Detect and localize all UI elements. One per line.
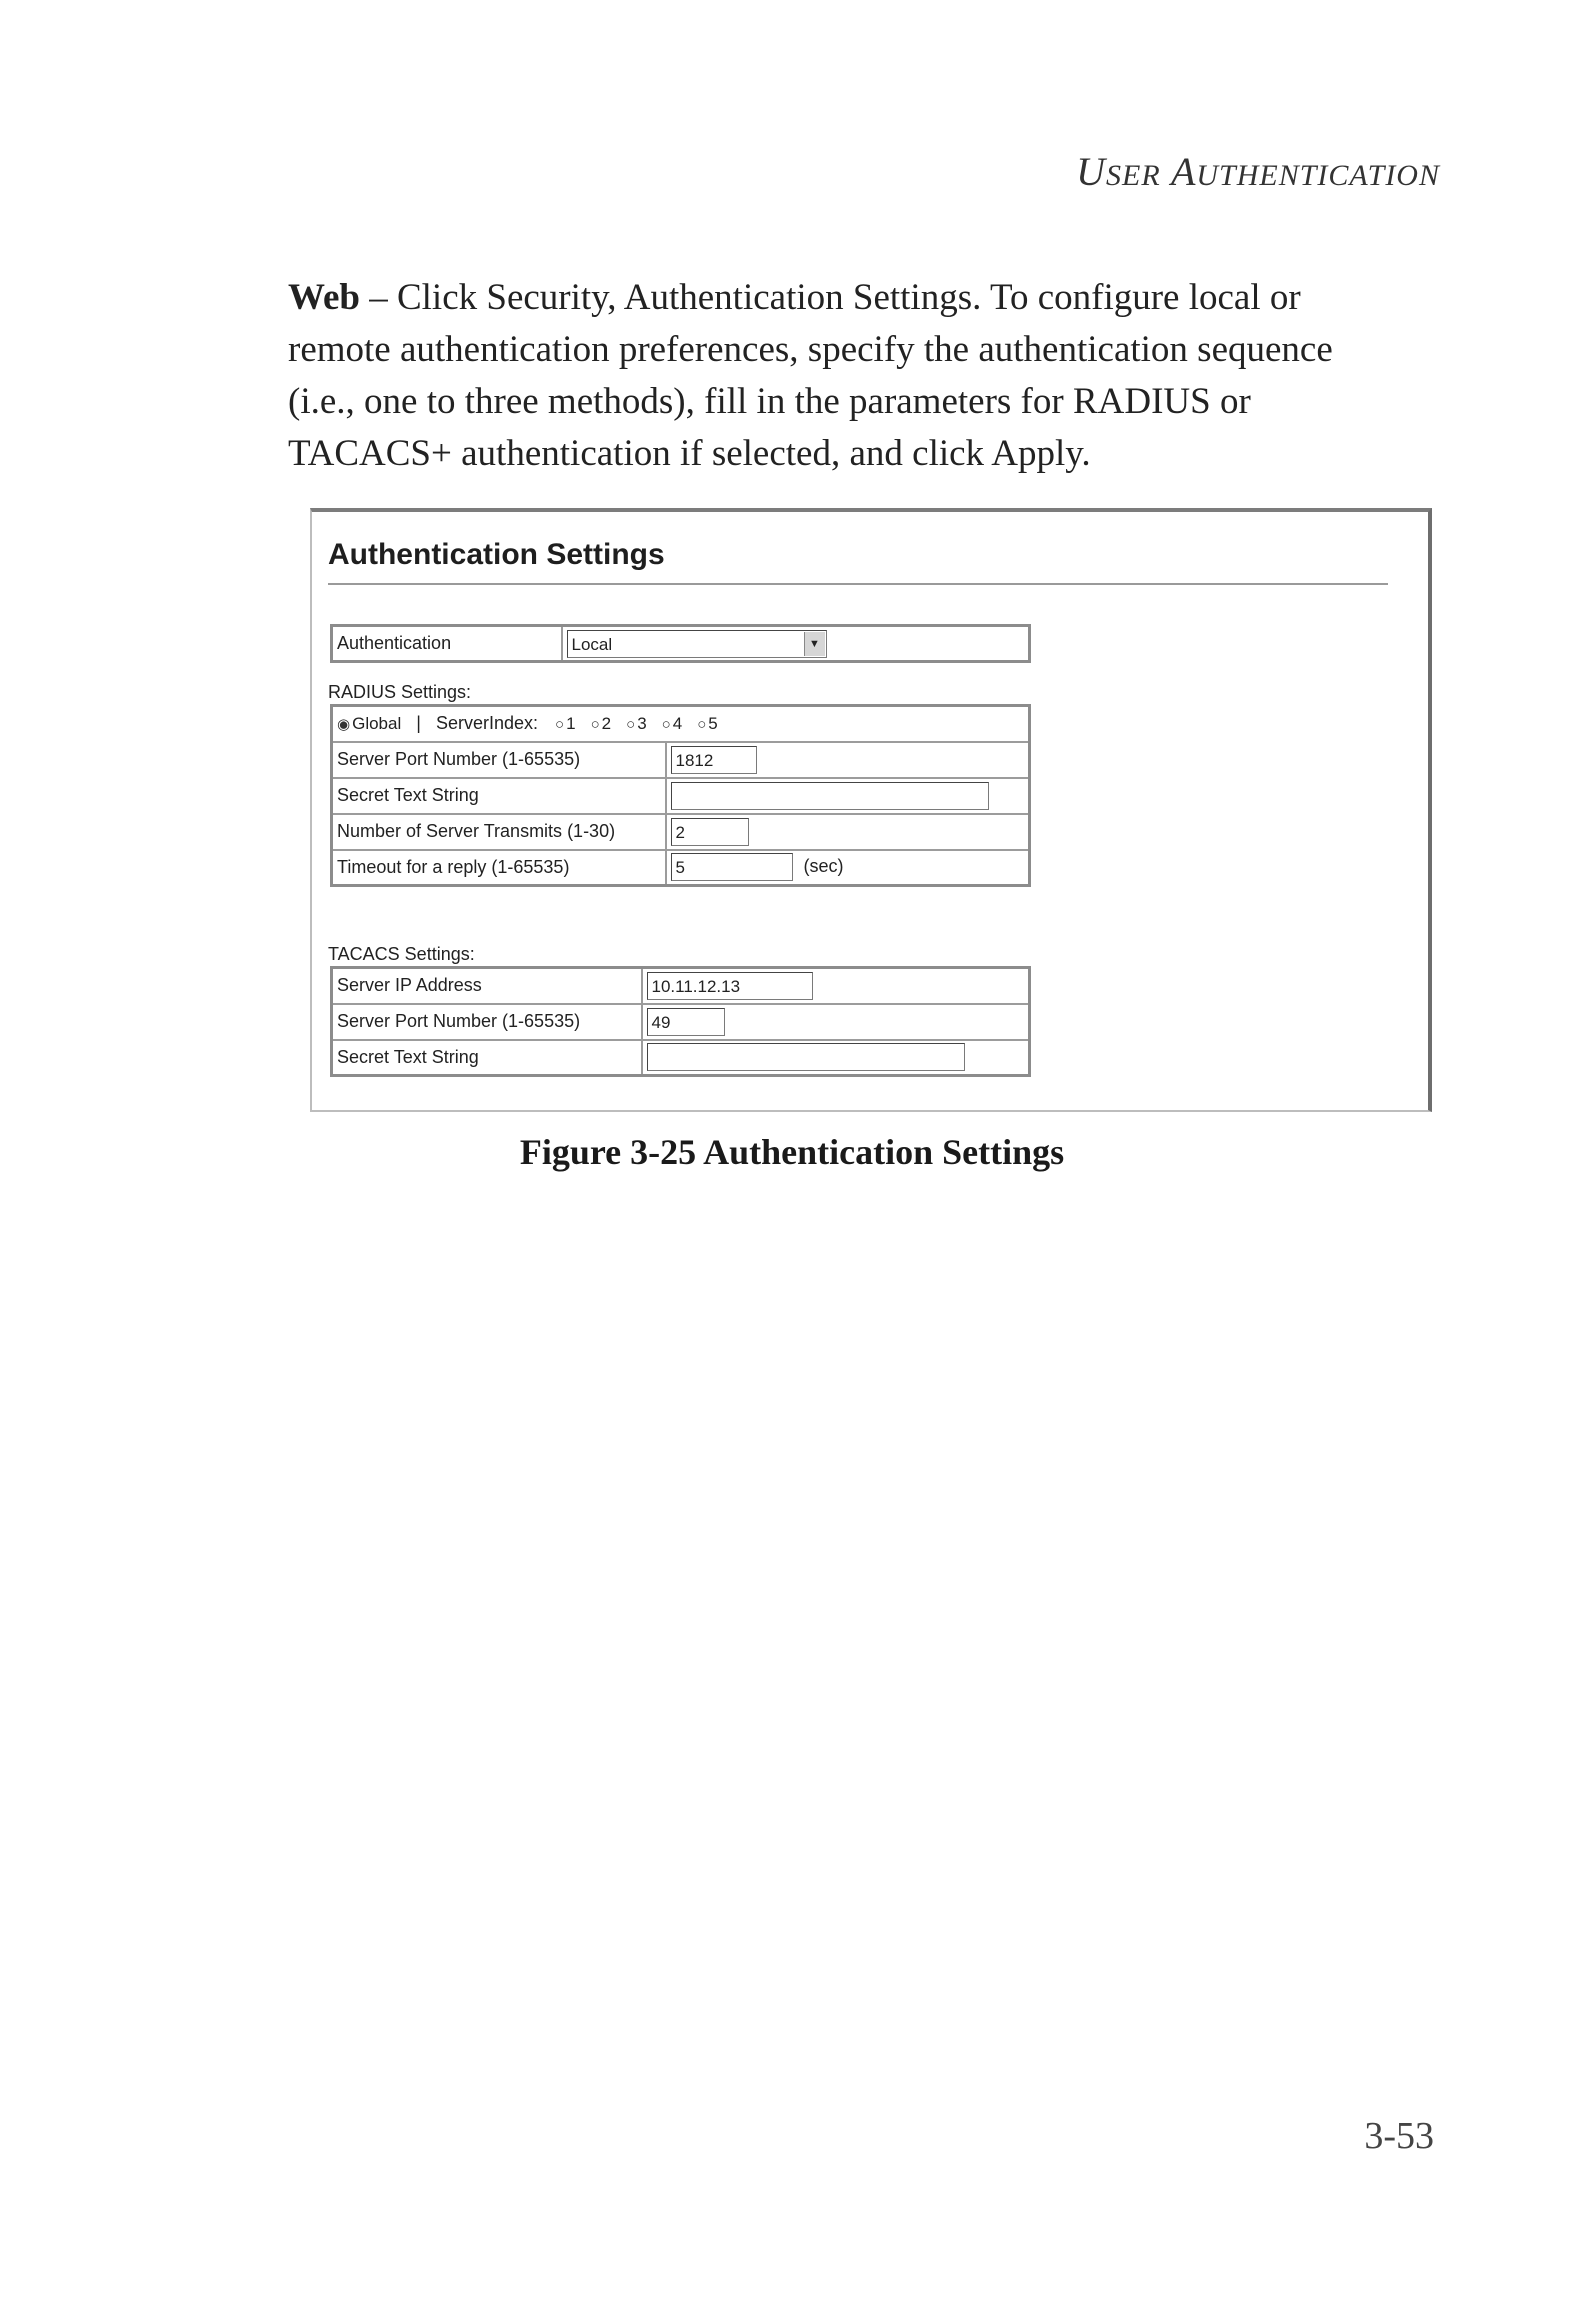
tacacs-ip-input[interactable]: 10.11.12.13 [647,972,813,1000]
tacacs-secret-input[interactable] [647,1043,965,1071]
radio-index-5[interactable]: ○ 5 [697,714,718,734]
radius-port-label: Server Port Number (1-65535) [332,742,666,778]
radius-section-label: RADIUS Settings: [328,682,472,702]
radius-secret-label: Secret Text String [332,778,666,814]
radius-table [330,704,1031,887]
radio-index-2[interactable]: ○ 2 [590,714,612,734]
radius-transmits-input[interactable]: 2 [671,818,749,846]
intro-text: – Click Security, Authentication Settings. To configure local or remote authentication preferences, specify the authentication sequence (i.e., one to three methods), fill in the parameters for RADIUS or TACACS+ authentication if selected, and click Apply. [288,277,1333,474]
radius-transmits-label: Number of Server Transmits (1-30) [332,814,666,850]
intro-paragraph [288,272,1408,480]
tacacs-port-label: Server Port Number (1-65535) [332,1004,642,1040]
radius-timeout-label: Timeout for a reply (1-65535) [332,850,666,886]
tacacs-table [330,966,1031,1077]
intro-lead: Web [288,277,360,318]
authentication-settings-screenshot [310,508,1432,1112]
page-number: 3-53 [1364,2115,1434,2157]
radio-unselected-icon: ○ [555,716,565,734]
radio-unselected-icon: ○ [626,716,636,734]
tacacs-secret-label: Secret Text String [332,1040,642,1076]
dropdown-arrow-icon[interactable]: ▼ [804,632,825,656]
radio-unselected-icon: ○ [661,716,671,734]
running-head-rest-2: UTHENTICATION [1196,159,1440,192]
server-index-label: ServerIndex: [435,713,539,734]
radio-global-label: Global [352,714,402,734]
radio-global[interactable] [337,714,401,734]
radius-secret-input[interactable] [671,782,989,810]
radio-index-4[interactable]: ○ 4 [661,714,683,734]
radio-index-3[interactable]: ○ 3 [626,714,647,734]
authentication-label: Authentication [332,626,562,662]
tacacs-ip-label: Server IP Address [332,968,642,1004]
figure-caption: Figure 3-25 Authentication Settings [519,1132,1065,1172]
title-divider [328,583,1388,585]
running-head-initial-1: U [1076,149,1107,194]
running-head-rest-1: SER [1106,159,1161,192]
running-head-initial-2: A [1170,149,1197,194]
radio-index-1[interactable]: ○ 1 [555,714,576,734]
authentication-selected-value: Local [571,634,613,654]
radio-unselected-icon: ○ [697,716,707,734]
authentication-table [330,624,1031,663]
radio-separator: | [416,713,421,734]
radius-port-input[interactable]: 1812 [671,746,757,774]
tacacs-section-label: TACACS Settings: [328,944,475,964]
tacacs-port-input[interactable]: 49 [647,1008,725,1036]
radius-timeout-input[interactable]: 5 [671,853,793,881]
radio-selected-icon: ◉ [337,716,351,734]
radio-unselected-icon: ○ [590,716,600,734]
running-head [1076,148,1440,195]
page-title: Authentication Settings [328,538,665,571]
authentication-select[interactable] [567,630,827,658]
radius-server-selector [332,706,1030,742]
timeout-unit: (sec) [803,856,844,876]
